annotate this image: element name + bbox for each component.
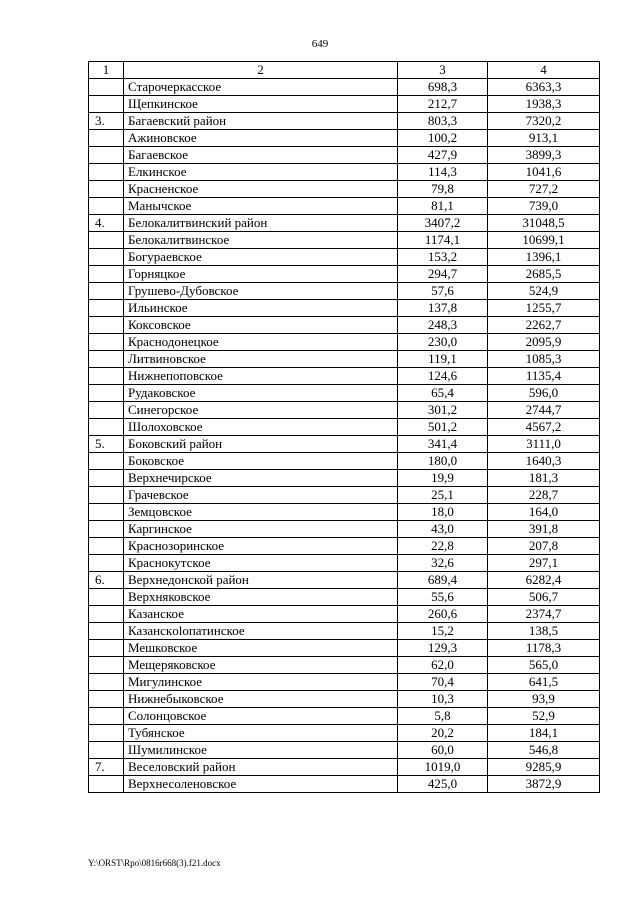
- table-row: [89, 572, 600, 589]
- settlement-name-cell: Ильинское: [124, 300, 398, 317]
- table-row: [89, 181, 600, 198]
- table-row: [89, 147, 600, 164]
- row-number-cell: [89, 708, 124, 725]
- row-number-cell: [89, 555, 124, 572]
- row-number-cell: 4.: [89, 215, 124, 232]
- header-col-4: 4: [488, 62, 600, 79]
- table-row: [89, 351, 600, 368]
- value-col-4-cell: 1178,3: [488, 640, 600, 657]
- table-row: [89, 436, 600, 453]
- value-col-4-cell: 2685,5: [488, 266, 600, 283]
- row-number-cell: [89, 453, 124, 470]
- value-col-4-cell: 565,0: [488, 657, 600, 674]
- value-col-4-cell: 1640,3: [488, 453, 600, 470]
- table-row: [89, 249, 600, 266]
- table-row: [89, 385, 600, 402]
- value-col-4-cell: 164,0: [488, 504, 600, 521]
- value-col-4-cell: 6282,4: [488, 572, 600, 589]
- header-col-3: 3: [398, 62, 488, 79]
- value-col-4-cell: 93,9: [488, 691, 600, 708]
- value-col-3-cell: 32,6: [398, 555, 488, 572]
- row-number-cell: [89, 368, 124, 385]
- value-col-4-cell: 739,0: [488, 198, 600, 215]
- row-number-cell: [89, 198, 124, 215]
- table-row: [89, 232, 600, 249]
- value-col-3-cell: 43,0: [398, 521, 488, 538]
- value-col-3-cell: 3407,2: [398, 215, 488, 232]
- settlement-name-cell: Тубянское: [124, 725, 398, 742]
- settlement-name-cell: Казанскolопатинское: [124, 623, 398, 640]
- settlement-name-cell: Ажиновское: [124, 130, 398, 147]
- settlement-name-cell: Грушево-Дубовское: [124, 283, 398, 300]
- settlement-name-cell: Краснодонецкое: [124, 334, 398, 351]
- row-number-cell: 3.: [89, 113, 124, 130]
- row-number-cell: [89, 147, 124, 164]
- header-col-1: 1: [89, 62, 124, 79]
- table-row: [89, 521, 600, 538]
- value-col-3-cell: 501,2: [398, 419, 488, 436]
- row-number-cell: [89, 623, 124, 640]
- value-col-3-cell: 22,8: [398, 538, 488, 555]
- value-col-4-cell: 727,2: [488, 181, 600, 198]
- value-col-3-cell: 698,3: [398, 79, 488, 96]
- settlement-name-cell: Рудаковское: [124, 385, 398, 402]
- value-col-4-cell: 3899,3: [488, 147, 600, 164]
- value-col-3-cell: 260,6: [398, 606, 488, 623]
- value-col-3-cell: 15,2: [398, 623, 488, 640]
- value-col-3-cell: 114,3: [398, 164, 488, 181]
- settlement-name-cell: Белокалитвинское: [124, 232, 398, 249]
- table-row: [89, 266, 600, 283]
- settlement-name-cell: Краснокутское: [124, 555, 398, 572]
- row-number-cell: 6.: [89, 572, 124, 589]
- table-row: [89, 113, 600, 130]
- table-row: [89, 589, 600, 606]
- settlement-name-cell: Горняцкое: [124, 266, 398, 283]
- table-row: [89, 708, 600, 725]
- table-row: [89, 283, 600, 300]
- value-col-3-cell: 803,3: [398, 113, 488, 130]
- value-col-3-cell: 294,7: [398, 266, 488, 283]
- table-row: [89, 300, 600, 317]
- settlement-name-cell: Щепкинское: [124, 96, 398, 113]
- table-row: [89, 725, 600, 742]
- value-col-3-cell: 10,3: [398, 691, 488, 708]
- settlement-name-cell: Земцовское: [124, 504, 398, 521]
- value-col-3-cell: 62,0: [398, 657, 488, 674]
- data-table: [88, 61, 600, 793]
- value-col-4-cell: 7320,2: [488, 113, 600, 130]
- value-col-4-cell: 228,7: [488, 487, 600, 504]
- value-col-4-cell: 641,5: [488, 674, 600, 691]
- value-col-4-cell: 1255,7: [488, 300, 600, 317]
- value-col-4-cell: 207,8: [488, 538, 600, 555]
- row-number-cell: 7.: [89, 759, 124, 776]
- row-number-cell: [89, 79, 124, 96]
- value-col-3-cell: 180,0: [398, 453, 488, 470]
- value-col-3-cell: 57,6: [398, 283, 488, 300]
- value-col-3-cell: 81,1: [398, 198, 488, 215]
- value-col-3-cell: 1174,1: [398, 232, 488, 249]
- row-number-cell: [89, 470, 124, 487]
- table-row: [89, 776, 600, 793]
- table-row: [89, 453, 600, 470]
- row-number-cell: [89, 742, 124, 759]
- settlement-name-cell: Елкинское: [124, 164, 398, 181]
- row-number-cell: [89, 266, 124, 283]
- value-col-3-cell: 129,3: [398, 640, 488, 657]
- row-number-cell: [89, 538, 124, 555]
- value-col-4-cell: 1135,4: [488, 368, 600, 385]
- settlement-name-cell: Боковский район: [124, 436, 398, 453]
- settlement-name-cell: Багаевский район: [124, 113, 398, 130]
- table-row: [89, 657, 600, 674]
- settlement-name-cell: Мешковское: [124, 640, 398, 657]
- settlement-name-cell: Старочеркасское: [124, 79, 398, 96]
- table-row: [89, 487, 600, 504]
- settlement-name-cell: Верхнедонской район: [124, 572, 398, 589]
- value-col-3-cell: 65,4: [398, 385, 488, 402]
- row-number-cell: [89, 164, 124, 181]
- value-col-3-cell: 124,6: [398, 368, 488, 385]
- value-col-4-cell: 52,9: [488, 708, 600, 725]
- value-col-4-cell: 1938,3: [488, 96, 600, 113]
- value-col-3-cell: 248,3: [398, 317, 488, 334]
- settlement-name-cell: Веселовский район: [124, 759, 398, 776]
- value-col-3-cell: 60,0: [398, 742, 488, 759]
- value-col-3-cell: 70,4: [398, 674, 488, 691]
- value-col-4-cell: 1085,3: [488, 351, 600, 368]
- value-col-4-cell: 9285,9: [488, 759, 600, 776]
- value-col-4-cell: 2095,9: [488, 334, 600, 351]
- settlement-name-cell: Богураевское: [124, 249, 398, 266]
- value-col-3-cell: 119,1: [398, 351, 488, 368]
- value-col-3-cell: 25,1: [398, 487, 488, 504]
- table-row: [89, 470, 600, 487]
- value-col-4-cell: 2374,7: [488, 606, 600, 623]
- table-row: [89, 538, 600, 555]
- page-number: 649: [311, 38, 329, 50]
- value-col-4-cell: 10699,1: [488, 232, 600, 249]
- settlement-name-cell: Мещеряковское: [124, 657, 398, 674]
- value-col-4-cell: 6363,3: [488, 79, 600, 96]
- row-number-cell: [89, 521, 124, 538]
- table-row: [89, 96, 600, 113]
- value-col-4-cell: 3872,9: [488, 776, 600, 793]
- table-row: [89, 623, 600, 640]
- value-col-3-cell: 230,0: [398, 334, 488, 351]
- row-number-cell: [89, 130, 124, 147]
- value-col-4-cell: 181,3: [488, 470, 600, 487]
- value-col-3-cell: 79,8: [398, 181, 488, 198]
- value-col-3-cell: 427,9: [398, 147, 488, 164]
- value-col-3-cell: 425,0: [398, 776, 488, 793]
- settlement-name-cell: Верхнесоленовское: [124, 776, 398, 793]
- settlement-name-cell: Нижнебыковское: [124, 691, 398, 708]
- row-number-cell: [89, 419, 124, 436]
- value-col-4-cell: 138,5: [488, 623, 600, 640]
- row-number-cell: [89, 606, 124, 623]
- value-col-3-cell: 100,2: [398, 130, 488, 147]
- settlement-name-cell: Верхнечирское: [124, 470, 398, 487]
- header-col-2: 2: [124, 62, 398, 79]
- value-col-3-cell: 20,2: [398, 725, 488, 742]
- value-col-3-cell: 689,4: [398, 572, 488, 589]
- value-col-4-cell: 596,0: [488, 385, 600, 402]
- row-number-cell: [89, 640, 124, 657]
- row-number-cell: [89, 589, 124, 606]
- table-row: [89, 419, 600, 436]
- table-row: [89, 606, 600, 623]
- table-row: [89, 334, 600, 351]
- value-col-4-cell: 184,1: [488, 725, 600, 742]
- row-number-cell: [89, 487, 124, 504]
- row-number-cell: [89, 725, 124, 742]
- row-number-cell: [89, 674, 124, 691]
- row-number-cell: [89, 317, 124, 334]
- value-col-3-cell: 212,7: [398, 96, 488, 113]
- settlement-name-cell: Боковское: [124, 453, 398, 470]
- settlement-name-cell: Багаевское: [124, 147, 398, 164]
- row-number-cell: [89, 334, 124, 351]
- row-number-cell: [89, 300, 124, 317]
- table-row: [89, 555, 600, 572]
- settlement-name-cell: Синегорское: [124, 402, 398, 419]
- table-row: [89, 691, 600, 708]
- settlement-name-cell: Коксовское: [124, 317, 398, 334]
- row-number-cell: [89, 385, 124, 402]
- row-number-cell: [89, 402, 124, 419]
- row-number-cell: [89, 776, 124, 793]
- table-row: [89, 79, 600, 96]
- settlement-name-cell: Шумилинское: [124, 742, 398, 759]
- settlement-name-cell: Белокалитвинский район: [124, 215, 398, 232]
- table-row: [89, 402, 600, 419]
- table-row: [89, 368, 600, 385]
- value-col-3-cell: 1019,0: [398, 759, 488, 776]
- settlement-name-cell: Каргинское: [124, 521, 398, 538]
- table-header-row: [89, 62, 600, 79]
- value-col-3-cell: 18,0: [398, 504, 488, 521]
- value-col-4-cell: 4567,2: [488, 419, 600, 436]
- value-col-3-cell: 341,4: [398, 436, 488, 453]
- settlement-name-cell: Казанское: [124, 606, 398, 623]
- value-col-4-cell: 2744,7: [488, 402, 600, 419]
- row-number-cell: [89, 283, 124, 300]
- table-row: [89, 164, 600, 181]
- table-body: [89, 79, 600, 793]
- row-number-cell: [89, 96, 124, 113]
- value-col-4-cell: 913,1: [488, 130, 600, 147]
- table-row: [89, 640, 600, 657]
- value-col-3-cell: 5,8: [398, 708, 488, 725]
- settlement-name-cell: Красненское: [124, 181, 398, 198]
- settlement-name-cell: Краснозоринское: [124, 538, 398, 555]
- table-row: [89, 130, 600, 147]
- value-col-4-cell: 31048,5: [488, 215, 600, 232]
- table-row: [89, 674, 600, 691]
- settlement-name-cell: Нижнепоповское: [124, 368, 398, 385]
- value-col-4-cell: 391,8: [488, 521, 600, 538]
- value-col-3-cell: 153,2: [398, 249, 488, 266]
- value-col-4-cell: 1396,1: [488, 249, 600, 266]
- row-number-cell: [89, 181, 124, 198]
- table-row: [89, 317, 600, 334]
- value-col-4-cell: 524,9: [488, 283, 600, 300]
- row-number-cell: [89, 504, 124, 521]
- row-number-cell: [89, 691, 124, 708]
- settlement-name-cell: Верхняковское: [124, 589, 398, 606]
- table-row: [89, 215, 600, 232]
- table-row: [89, 759, 600, 776]
- settlement-name-cell: Шолоховское: [124, 419, 398, 436]
- settlement-name-cell: Мигулинское: [124, 674, 398, 691]
- table-row: [89, 742, 600, 759]
- settlement-name-cell: Литвиновское: [124, 351, 398, 368]
- value-col-3-cell: 19,9: [398, 470, 488, 487]
- footer-file-path: Y:\ORST\Rpo\0816r668(3).f21.docx: [88, 858, 221, 868]
- settlement-name-cell: Манычское: [124, 198, 398, 215]
- row-number-cell: [89, 249, 124, 266]
- value-col-4-cell: 297,1: [488, 555, 600, 572]
- value-col-4-cell: 1041,6: [488, 164, 600, 181]
- value-col-3-cell: 55,6: [398, 589, 488, 606]
- value-col-3-cell: 301,2: [398, 402, 488, 419]
- row-number-cell: [89, 232, 124, 249]
- row-number-cell: [89, 351, 124, 368]
- table-row: [89, 198, 600, 215]
- value-col-4-cell: 2262,7: [488, 317, 600, 334]
- table-row: [89, 504, 600, 521]
- settlement-name-cell: Солонцовское: [124, 708, 398, 725]
- row-number-cell: 5.: [89, 436, 124, 453]
- value-col-3-cell: 137,8: [398, 300, 488, 317]
- value-col-4-cell: 506,7: [488, 589, 600, 606]
- settlement-name-cell: Грачевское: [124, 487, 398, 504]
- value-col-4-cell: 546,8: [488, 742, 600, 759]
- row-number-cell: [89, 657, 124, 674]
- value-col-4-cell: 3111,0: [488, 436, 600, 453]
